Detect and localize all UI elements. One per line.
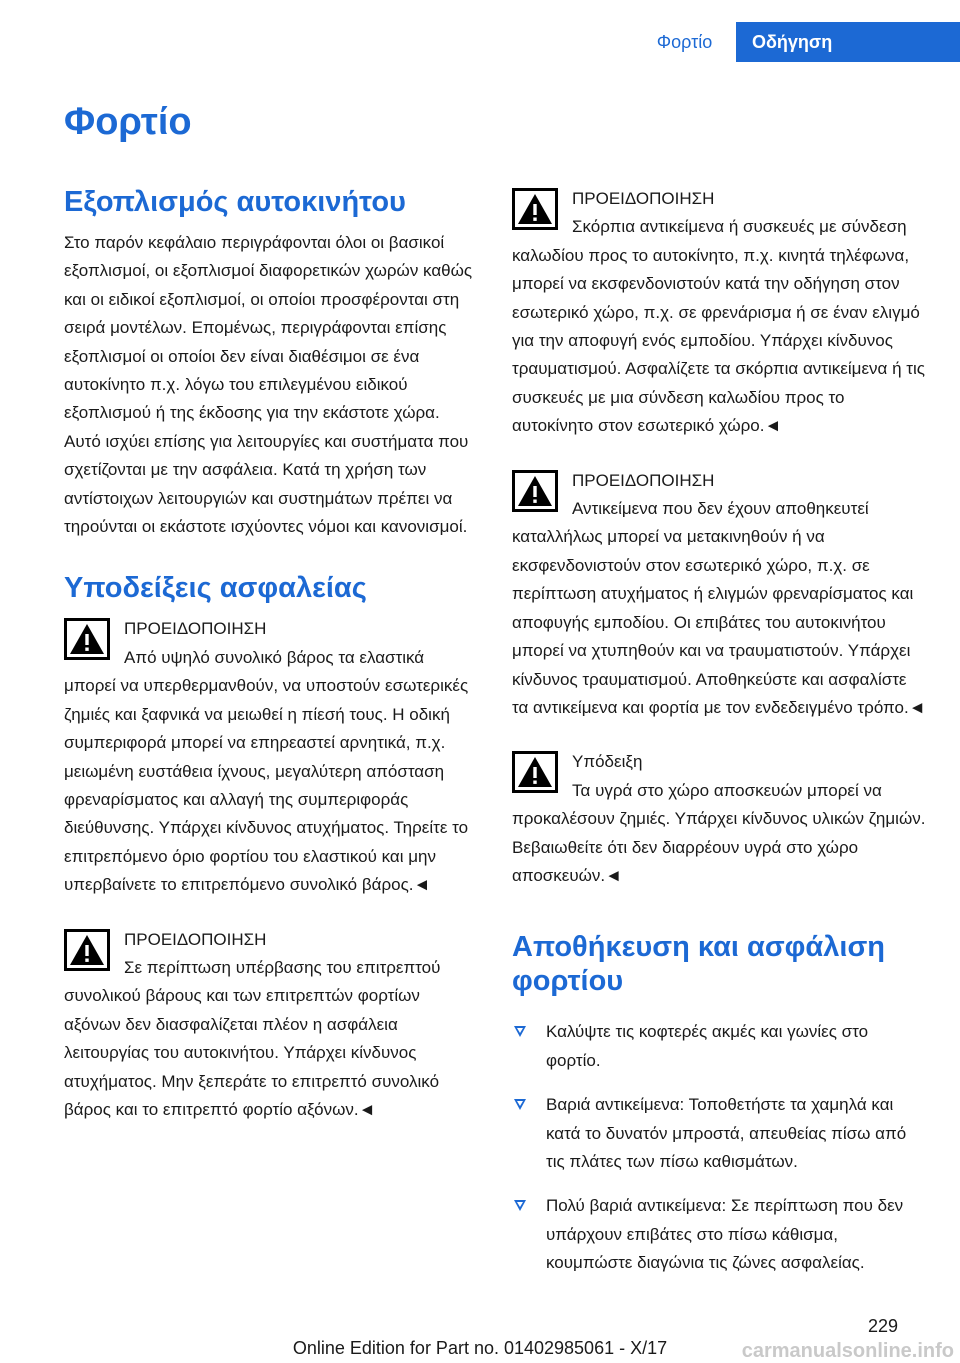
top-navigation-bar	[0, 22, 960, 62]
notice-block	[512, 748, 926, 890]
warning-text: Σε περίπτωση υπέρβασης του επιτρεπτού συνολικού βάρους και των επιτρεπτών φορτίων αξόνων δεν διασφαλίζεται πλέον η ασφάλεια λειτουργίας του αυτοκινήτου. Υπάρχει κίνδυνος ατυχήματος. Μην ξεπεράτε το επιτρεπτό συνολικό βάρος και το επιτρεπτό φορτίο αξόνων.◄	[64, 957, 441, 1119]
warning-icon	[512, 188, 558, 230]
storage-steps-list	[512, 1018, 926, 1277]
warning-block	[64, 615, 478, 899]
equipment-heading: Εξοπλισμός αυτοκινήτου	[64, 186, 406, 218]
tab-section[interactable]: Φορτίο	[656, 32, 713, 52]
edition-footer: Online Edition for Part no. 01402985061 - X/17	[292, 1338, 668, 1358]
notice-text: Τα υγρά στο χώρο αποσκευών μπορεί να προκαλέσουν ζημιές. Υπάρχει κίνδυνος υλικών ζημιών. Βεβαιωθείτε ότι δεν διαρρέουν υγρά στο χώρο αποσκευών.◄	[512, 780, 926, 885]
warning-title: ΠΡΟΕΙΔΟΠΟΙΗΣΗ	[572, 470, 715, 490]
safety-heading: Υποδείξεις ασφαλείας	[64, 572, 367, 605]
page-number: 229	[867, 1316, 898, 1336]
left-column	[64, 185, 478, 1150]
storage-heading: Αποθήκευση και ασφάλιση φορτίου	[512, 931, 885, 998]
warning-block	[64, 926, 478, 1125]
warning-title: ΠΡΟΕΙΔΟΠΟΙΗΣΗ	[124, 929, 267, 949]
warning-icon	[64, 929, 110, 971]
equipment-text: Στο παρόν κεφάλαιο περιγράφονται όλοι οι βασικοί εξοπλισμοί, οι εξοπλισμοί διαφορετικών χωρών καθώς και οι ειδικοί εξοπλισμοί, οι οποίοι προσφέρονται στη σειρά μοντέλων. Επομένως, περιγράφονται επίσης εξοπλισμοί οι οποίοι δεν είναι διαθέσιμοι σε ένα αυτοκίνητο π.χ. λόγω του επιλεγμένου ειδικού εξοπλισμού ή της έκδοσης για την εκάστοτε χώρα. Αυτό ισχύει επίσης για λειτουργίες και συστήματα που σχετίζονται με την ασφάλεια. Κατά τη χρήση των αντίστοιχων λειτουργιών και συστημάτων πρέπει να τηρούνται οι εκάστοτε ισχύοντες νόμοι και κανονισμοί.	[64, 233, 473, 537]
list-item: Καλύψτε τις κοφτερές ακμές και γωνίες στο φορτίο.	[512, 1018, 926, 1075]
warning-block	[512, 185, 926, 441]
warning-icon	[512, 470, 558, 512]
tab-chapter[interactable]: Οδήγηση	[736, 22, 960, 62]
bullet-triangle-icon	[514, 1099, 526, 1110]
warning-text: Σκόρπια αντικείμενα ή συσκευές με σύνδεση καλωδίου προς το αυτοκίνητο, π.χ. κινητά τηλέφωνα, μπορεί να εκσφενδονιστούν κατά την οδήγηση στον εσωτερικό χώρο, π.χ. σε φρενάρισμα ή σε έναν ελιγμό για την αποφυγή ενός εμποδίου. Υπάρχει κίνδυνος τραυματισμού. Ασφαλίζετε τα σκόρπια αντικείμενα ή τις συσκευές με μια σύνδεση καλωδίου προς το αυτοκίνητο στον εσωτερικό χώρο.◄	[512, 217, 925, 436]
warning-title: ΠΡΟΕΙΔΟΠΟΙΗΣΗ	[572, 189, 715, 208]
notice-title: Υπόδειξη	[572, 752, 643, 772]
list-item: Βαριά αντικείμενα: Τοποθετήστε τα χαμηλά και κατά το δυνατόν μπροστά, απευθείας πίσω από τις πλάτες των πίσω καθισμάτων.	[512, 1091, 926, 1176]
warning-text: Αντικείμενα που δεν έχουν αποθηκευτεί καταλλήλως μπορεί να μετακινηθούν ή να εκσφενδονιστούν στον εσωτερικό χώρο, π.χ. σε περίπτωση ατυχήματος ή ελιγμών φρεναρίσματος και αποφυγής εμποδίου. Οι επιβάτες του αυτοκινήτου μπορεί να χτυπηθούν και να τραυματιστούν. Υπάρχει κίνδυνος τραυματισμού. Αποθηκεύστε και ασφαλίστε τα αντικείμενα και φορτία με τον ενδεδειγμένο τρόπο.◄	[512, 499, 926, 717]
watermark: carmanualsonline.info	[741, 1340, 954, 1362]
notice-icon	[512, 751, 558, 793]
bullet-triangle-icon	[514, 1026, 526, 1037]
page-title: Φορτίο	[64, 101, 192, 143]
warning-title: ΠΡΟΕΙΔΟΠΟΙΗΣΗ	[124, 619, 267, 639]
warning-block	[512, 467, 926, 723]
warning-icon	[64, 618, 110, 660]
right-column	[512, 185, 926, 1294]
bullet-triangle-icon	[514, 1200, 526, 1211]
list-item: Πολύ βαριά αντικείμενα: Σε περίπτωση που δεν υπάρχουν επιβάτες στο πίσω κάθισμα, κουμπώστε διαγώνια τις ζώνες ασφαλείας.	[512, 1192, 926, 1277]
warning-text: Από υψηλό συνολικό βάρος τα ελαστικά μπορεί να υπερθερμανθούν, να υποστούν εσωτερικές ζημιές και ξαφνικά να μειωθεί η πίεσή τους. Η οδική συμπεριφορά μπορεί να επηρεαστεί αρνητικά, π.χ. μειωμένη ευστάθεια ίχνους, μεγαλύτερη απόσταση φρεναρίσματος και αλλαγή της συμπεριφοράς διεύθυνσης. Υπάρχει κίνδυνος ατυχήματος. Τηρείτε το επιτρεπόμενο όριο φορτίου του ελαστικού και μην υπερβαίνετε το επιτρεπόμενο συνολικό βάρος.◄	[64, 647, 469, 895]
